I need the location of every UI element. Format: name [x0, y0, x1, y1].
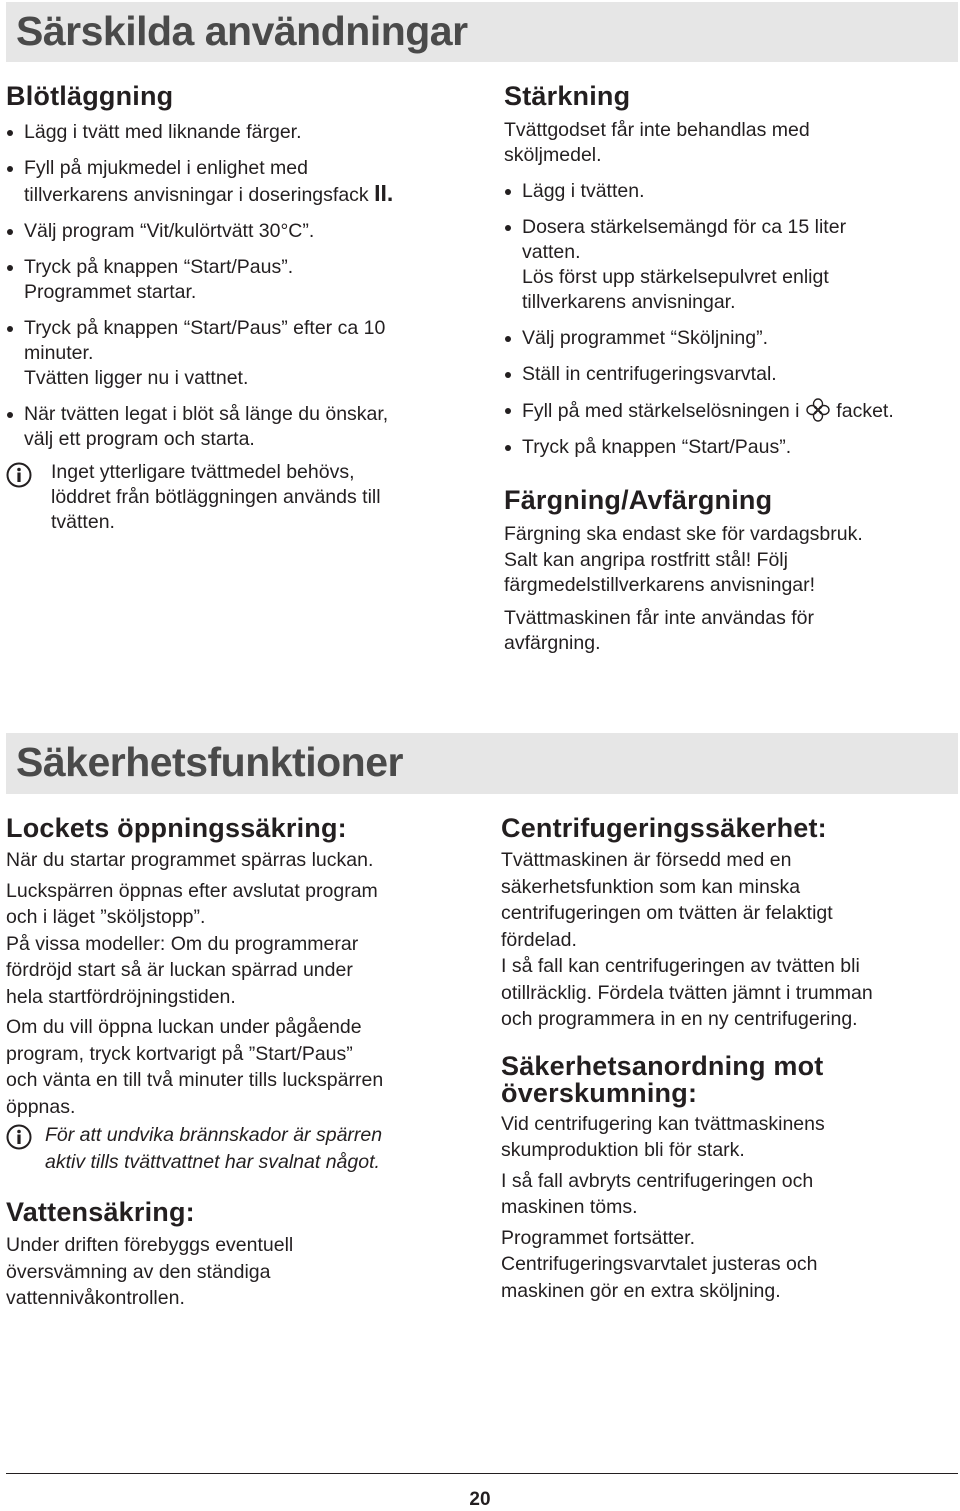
water-safety-heading: Vattensäkring:	[6, 1197, 195, 1227]
list-item: Tryck på knappen “Start/Paus” efter ca 10 minuter. Tvätten ligger nu i vattnet.	[6, 316, 476, 391]
bullet-icon	[7, 265, 13, 271]
bullet-icon	[505, 225, 511, 231]
footer-divider	[6, 1473, 958, 1474]
spin-safety-paragraph: Tvättmaskinen är försedd med en säkerhetsfunktion som kan minska centrifugeringen om tvätten är felaktigt fördelad. I så fall kan centrifugeringen av tvätten bli otillräcklig. Fördela tvätten jämnt i trumman och programmera in en ny centrifugering.	[501, 849, 873, 1030]
overfoam-paragraph-1: Vid centrifugering kan tvättmaskinens skumproduktion bli för stark.	[501, 1112, 825, 1161]
spin-safety-heading: Centrifugeringssäkerhet:	[501, 813, 827, 843]
bullet-icon	[505, 445, 511, 451]
lid-lock-paragraph-3: Om du vill öppna luckan under pågående program, tryck kortvarigt på ”Start/Paus” och vänta en till två minuter tills luckspärren öppnas.	[6, 1016, 384, 1118]
bullet-icon	[505, 336, 511, 342]
dyeing-paragraph-1: Färgning ska endast ske för vardagsbruk. Salt kan angripa rostfritt stål! Följ färgmedelstillverkarens anvisningar!	[504, 523, 863, 596]
info-icon	[6, 1124, 32, 1150]
list-item: Tryck på knappen “Start/Paus”.	[504, 435, 958, 460]
bullet-icon	[7, 326, 13, 332]
starching-section	[504, 82, 958, 657]
soaking-steps	[6, 120, 476, 452]
page-number: 20	[469, 1489, 491, 1510]
lid-lock-section	[6, 814, 486, 1312]
dyeing-paragraph-2: Tvättmaskinen får inte användas för avfärgning.	[504, 606, 814, 654]
water-safety-paragraph: Under driften förebyggs eventuell översvämning av den ständiga vattennivåkontrollen.	[6, 1234, 294, 1309]
soaking-info-note: Inget ytterligare tvättmedel behövs, löddret från bötläggningen används till tvätten.	[6, 460, 476, 535]
dyeing-heading: Färgning/Avfärgning	[504, 485, 773, 515]
overfoam-paragraph-2: I så fall avbryts centrifugeringen och maskinen töms.	[501, 1169, 814, 1218]
bullet-icon	[505, 189, 511, 195]
list-item: När tvätten legat i blöt så länge du önskar, välj ett program och starta.	[6, 402, 476, 452]
overfoam-heading: Säkerhetsanordning mot överskumning:	[501, 1050, 824, 1108]
section-title-special-uses: Särskilda användningar	[6, 2, 958, 62]
list-item: Fyll på med stärkelselösningen i facket.	[504, 398, 958, 424]
compartment-II-mark: II.	[374, 180, 394, 206]
list-item: Dosera stärkelsemängd för ca 15 liter vatten. Lös först upp stärkelsepulvret enligt tillverkarens anvisningar.	[504, 215, 958, 315]
list-item: Tryck på knappen “Start/Paus”. Programmet startar.	[6, 255, 476, 305]
bullet-icon	[505, 372, 511, 378]
bullet-icon	[7, 166, 13, 172]
soaking-heading: Blötläggning	[6, 81, 174, 111]
list-item: Välj programmet “Sköljning”.	[504, 326, 958, 351]
list-item: Fyll på mjukmedel i enlighet med tillverkarens anvisningar i doseringsfack II.	[6, 156, 476, 208]
starching-steps	[504, 179, 958, 460]
starching-heading: Stärkning	[504, 81, 631, 111]
lid-lock-paragraph-1: När du startar programmet spärras luckan.	[6, 849, 374, 871]
list-item: Lägg i tvätten.	[504, 179, 958, 204]
starching-intro: Tvättgodset får inte behandlas med sköljmedel.	[504, 119, 810, 166]
overfoam-paragraph-3: Programmet fortsätter. Centrifugeringsvarvtalet justeras och maskinen gör en extra sköljning.	[501, 1226, 818, 1302]
spin-safety-section	[501, 814, 958, 1304]
bullet-icon	[7, 412, 13, 418]
list-item: Ställ in centrifugeringsvarvtal.	[504, 362, 958, 387]
soaking-section	[6, 82, 476, 535]
flower-icon	[805, 398, 831, 422]
section-title-safety-functions: Säkerhetsfunktioner	[6, 733, 958, 794]
lid-lock-paragraph-2: Luckspärren öppnas efter avslutat program och i läget ”sköljstopp”. På vissa modeller: Om du programmerar fördröjd start så är luckan spärrad under hela startfördröjningstiden.	[6, 879, 378, 1008]
list-item: Lägg i tvätt med liknande färger.	[6, 120, 476, 145]
lid-lock-info-note: För att undvika brännskador är spärren aktiv tills tvättvattnet har svalnat något.	[6, 1122, 486, 1175]
bullet-icon	[505, 408, 511, 414]
list-item: Välj program “Vit/kulörtvätt 30°C”.	[6, 219, 476, 244]
lid-lock-heading: Lockets öppningssäkring:	[6, 813, 347, 843]
bullet-icon	[7, 130, 13, 136]
info-icon	[6, 462, 32, 488]
bullet-icon	[7, 229, 13, 235]
